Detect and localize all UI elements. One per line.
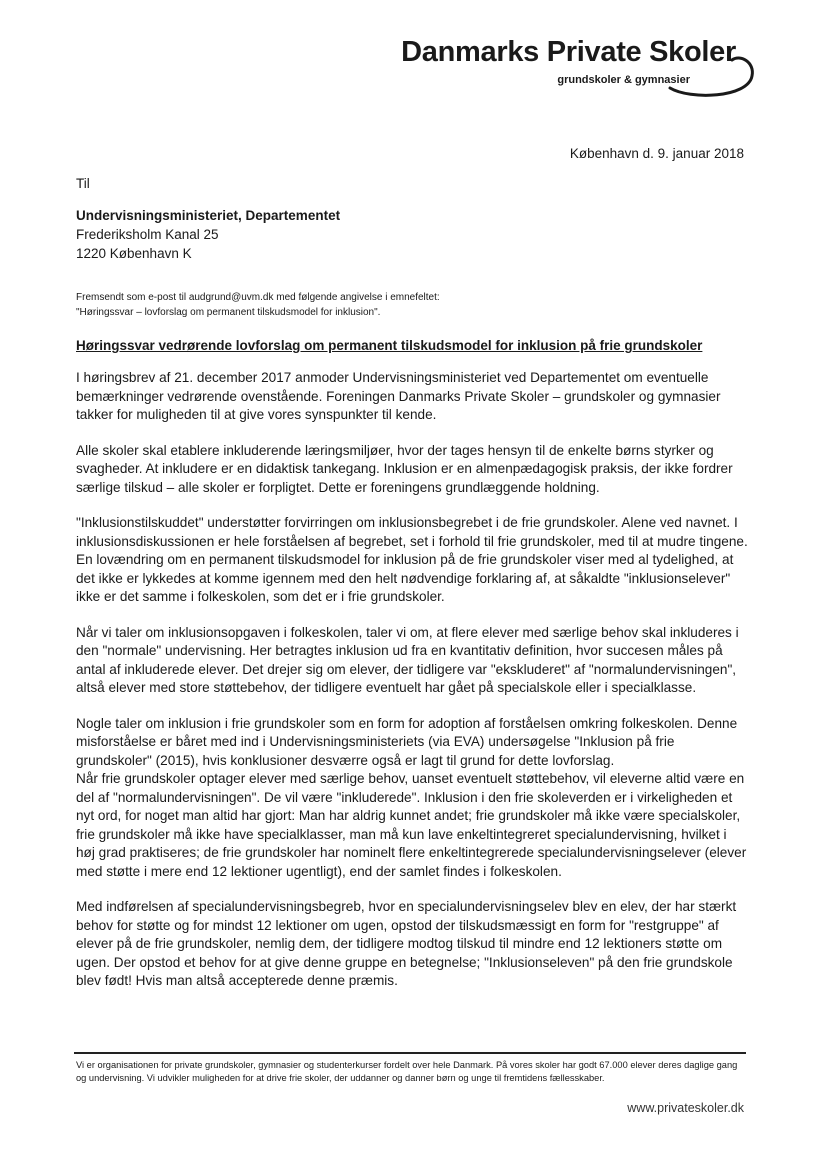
logo-name: Danmarks Private Skoler bbox=[401, 36, 736, 68]
recipient-street: Frederiksholm Kanal 25 bbox=[76, 227, 219, 242]
website-link[interactable]: www.privateskoler.dk bbox=[627, 1101, 744, 1115]
body-paragraph: Når vi taler om inklusionsopgaven i folkeskolen, taler vi om, at flere elever med særlige behov skal inkluderes i den "normale" undervisning. Her betragtes inklusion ud fra en kvantitativ definition, hvor succesen måles på antal af inkluderede elever. Det drejer sig om elever, der tidligere var "ekskluderet" af "normalundervisningen", altså elever med store støttebehov, der tidligere eventuelt har gået på specialskole eller i specialklasse. bbox=[76, 624, 739, 695]
footer-text: Vi er organisationen for private grundskoler, gymnasier og studenterkurser fordelt over hele Danmark. På vores skoler har godt 67.000 elever deres daglige gang og undervisning. Vi udvikler muligheden for at drive frie skoler, der uddanner og danner børn og unge til fremtidens fællesskaber. bbox=[76, 1060, 738, 1083]
recipient-city: 1220 København K bbox=[76, 246, 192, 261]
letter-body bbox=[76, 369, 748, 1008]
footer-divider bbox=[74, 1052, 746, 1054]
submission-note-line: "Høringssvar – lovforslag om permanent tilskudsmodel for inklusion". bbox=[76, 307, 381, 318]
letter-subject: Høringssvar vedrørende lovforslag om permanent tilskudsmodel for inklusion på frie grundskoler bbox=[76, 338, 703, 353]
submission-note bbox=[76, 290, 440, 320]
logo-swoosh-icon bbox=[640, 44, 760, 100]
submission-note-line: Fremsendt som e-post til audgrund@uvm.dk med følgende angivelse i emnefeltet: bbox=[76, 292, 440, 303]
logo-subtitle: grundskoler & gymnasier bbox=[557, 74, 690, 86]
letter-date: København d. 9. januar 2018 bbox=[569, 146, 744, 161]
body-paragraph: "Inklusionstilskuddet" understøtter forvirringen om inklusionsbegrebet i de frie grundskoler. Alene ved navnet. I inklusionsdiskussionen er hele forståelsen af begrebet, set i forhold til frie grundskoler, med til at mudre tingene. En lovændring om en permanent tilskudsmodel for inklusion på de frie grundskoler viser med al tydelighed, at det ikke er lykkedes at komme igennem med den helt nødvendige forklaring af, at såkaldte "inklusionselever" ikke er det samme i folkeskolen, som det er i frie grundskoler. bbox=[76, 515, 748, 604]
recipient-name: Undervisningsministeriet, Departementet bbox=[76, 208, 341, 223]
body-paragraph: Alle skoler skal etablere inkluderende læringsmiljøer, hvor der tages hensyn til de enkelte børns styrker og svagheder. At inkludere er en didaktisk tankegang. Inklusion er en almenpædagogisk praksis, der ikke fordrer særlige tilskud – alle skoler er forpligtet. Dette er foreningens grundlæggende holdning. bbox=[76, 442, 733, 495]
body-paragraph: Med indførelsen af specialundervisningsbegreb, hvor en specialundervisningselev blev en elev, der har stærkt behov for støtte og for mindst 12 lektioner om ugen, opstod der tilskudsmæssigt en form for "restgruppe" af elever på de frie grundskoler, nemlig dem, der tidligere modtog tilskud til mindre end 12 lektioners støtte om ugen. Der opstod et behov for at give denne gruppe en betegnelse; "Inklusionseleven" på den frie grundskole blev født! Hvis man altså accepterede denne præmis. bbox=[76, 899, 737, 988]
body-paragraph: Nogle taler om inklusion i frie grundskoler som en form for adoption af forståelsen omkring folkeskolen. Denne misforståelse er båret med ind i Undervisningsministeriets (via EVA) undersøgelse "Inklusion på frie grundskoler" (2015), hvis konklusioner desværre også er lagt til grund for dette lovforslag. bbox=[76, 715, 738, 768]
body-paragraph: Når frie grundskoler optager elever med særlige behov, uanset eventuelt støttebehov, vil eleverne altid være en del af "normalundervisningen". De vil være "inkluderede". Inklusion i den frie skoleverden er i virkeligheden et nyt ord, for noget man altid har gjort: Man har aldrig kunnet andet; frie grundskoler må ikke være specialskoler, frie grundskoler må ikke have specialklasser, man må kun lave enkeltintegreret specialundervisning, hvilket i høj grad praktiseres; de frie grundskoler har nominelt flere enkeltintegrerede specialundervisningselever (elever med støtte i mere end 12 lektioner ugentligt), end der samlet findes i folkeskolen. bbox=[76, 771, 747, 879]
recipient-til: Til bbox=[76, 176, 90, 191]
logo bbox=[401, 36, 760, 98]
body-paragraph: I høringsbrev af 21. december 2017 anmoder Undervisningsministeriet ved Departementet om eventuelle bemærkninger vedrørende ovenstående. Foreningen Danmarks Private Skoler – grundskoler og gymnasier takker for muligheden til at give vores synspunkter til kende. bbox=[76, 370, 721, 422]
recipient-address bbox=[76, 206, 340, 263]
